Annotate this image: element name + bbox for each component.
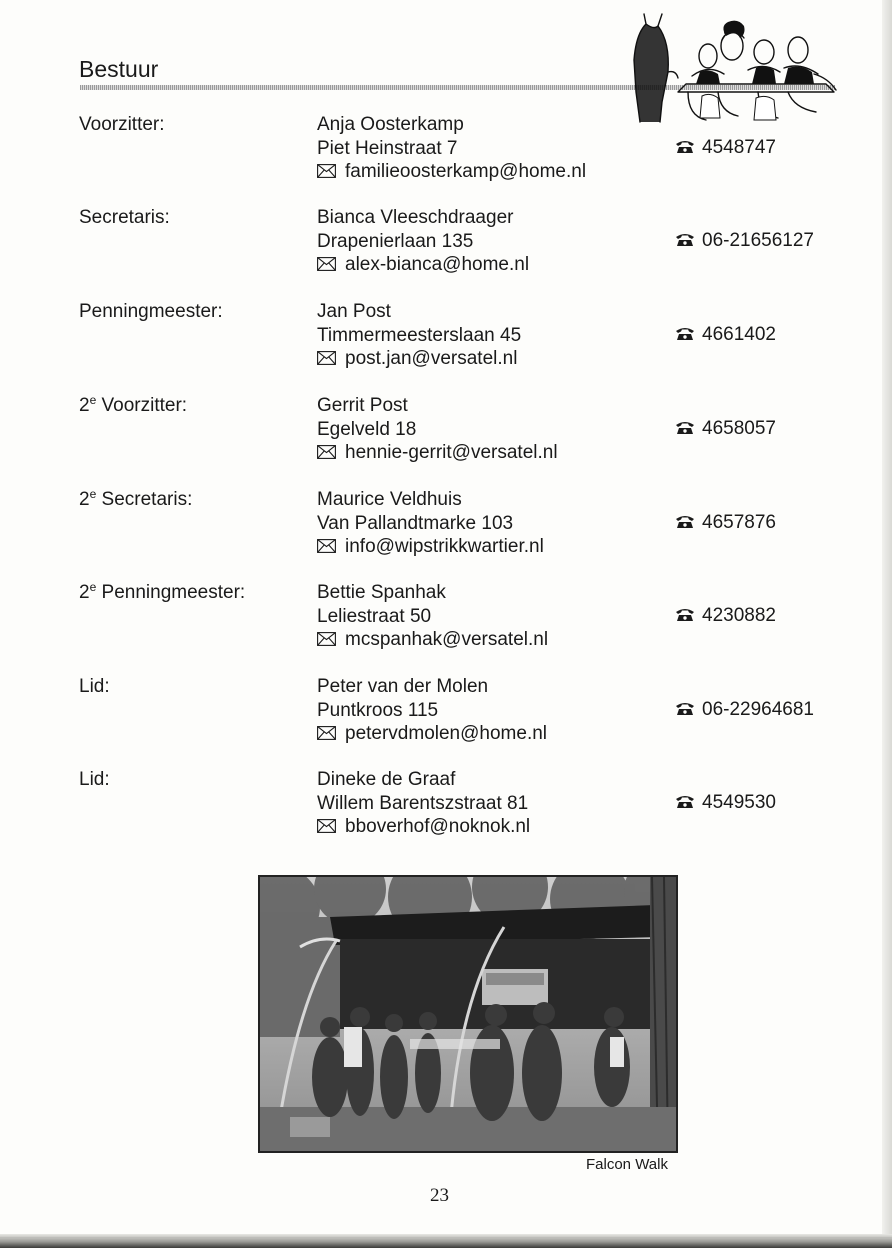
member-role: 2e Secretaris: bbox=[79, 487, 193, 510]
member-role: Lid: bbox=[79, 676, 110, 697]
member-address: Drapenierlaan 135 bbox=[317, 230, 474, 252]
member-email-line[interactable] bbox=[317, 815, 530, 839]
envelope-icon bbox=[317, 539, 336, 553]
member-name: Bettie Spanhak bbox=[317, 582, 446, 603]
member-name: Peter van der Molen bbox=[317, 676, 489, 697]
member-email[interactable]: petervdmolen@home.nl bbox=[345, 723, 548, 744]
board-member-lid bbox=[0, 675, 892, 755]
member-role: Penningmeester: bbox=[79, 301, 223, 322]
envelope-icon bbox=[317, 819, 336, 833]
photo-caption: Falcon Walk bbox=[586, 1156, 668, 1173]
event-photo bbox=[258, 875, 678, 1153]
member-phone: 4658057 bbox=[702, 418, 776, 439]
envelope-icon bbox=[317, 164, 336, 178]
member-role: Voorzitter: bbox=[79, 114, 165, 135]
meeting-cartoon bbox=[628, 12, 840, 124]
member-email[interactable]: familieoosterkamp@home.nl bbox=[345, 161, 587, 182]
member-role: 2e Penningmeester: bbox=[79, 580, 246, 603]
member-phone: 4657876 bbox=[702, 512, 776, 533]
member-phone-line bbox=[675, 136, 776, 159]
member-name: Jan Post bbox=[317, 301, 391, 322]
telephone-icon bbox=[675, 326, 695, 341]
board-member-2e-penningmeester bbox=[0, 581, 892, 661]
member-address: Puntkroos 115 bbox=[317, 699, 439, 721]
member-email-line[interactable] bbox=[317, 253, 529, 277]
telephone-icon bbox=[675, 794, 695, 809]
member-phone: 06-22964681 bbox=[702, 699, 814, 720]
member-name: Gerrit Post bbox=[317, 395, 408, 416]
member-phone-line bbox=[675, 417, 776, 440]
member-phone-line bbox=[675, 229, 814, 252]
telephone-icon bbox=[675, 139, 695, 154]
member-email[interactable]: info@wipstrikkwartier.nl bbox=[345, 536, 544, 557]
member-contact bbox=[317, 675, 547, 746]
member-contact bbox=[317, 206, 529, 277]
page-bottom-edge bbox=[0, 1234, 892, 1248]
envelope-icon bbox=[317, 351, 336, 365]
member-phone: 06-21656127 bbox=[702, 230, 814, 251]
member-name: Maurice Veldhuis bbox=[317, 489, 462, 510]
member-contact bbox=[317, 581, 548, 652]
member-role: 2e Voorzitter: bbox=[79, 393, 188, 416]
telephone-icon bbox=[675, 420, 695, 435]
member-address: Van Pallandtmarke 103 bbox=[317, 512, 514, 534]
member-email[interactable]: mcspanhak@versatel.nl bbox=[345, 629, 549, 650]
page-number: 23 bbox=[430, 1185, 449, 1206]
board-member-2e-secretaris bbox=[0, 488, 892, 568]
member-email[interactable]: alex-bianca@home.nl bbox=[345, 254, 530, 275]
member-phone-line bbox=[675, 511, 776, 534]
member-address: Piet Heinstraat 7 bbox=[317, 137, 458, 159]
member-phone-line bbox=[675, 323, 776, 346]
member-phone: 4549530 bbox=[702, 792, 776, 813]
member-contact bbox=[317, 768, 530, 839]
member-address: Egelveld 18 bbox=[317, 418, 417, 440]
member-email-line[interactable] bbox=[317, 160, 586, 184]
member-role: Secretaris: bbox=[79, 207, 170, 228]
telephone-icon bbox=[675, 701, 695, 716]
member-email-line[interactable] bbox=[317, 347, 521, 371]
section-title: Bestuur bbox=[79, 56, 159, 82]
member-email[interactable]: hennie-gerrit@versatel.nl bbox=[345, 442, 558, 463]
member-phone-line bbox=[675, 698, 814, 721]
member-contact bbox=[317, 300, 521, 371]
envelope-icon bbox=[317, 257, 336, 271]
member-phone-line bbox=[675, 791, 776, 814]
member-email-line[interactable] bbox=[317, 441, 558, 465]
envelope-icon bbox=[317, 632, 336, 646]
member-name: Anja Oosterkamp bbox=[317, 114, 464, 135]
board-member-penningmeester bbox=[0, 300, 892, 380]
member-email-line[interactable] bbox=[317, 535, 544, 559]
telephone-icon bbox=[675, 607, 695, 622]
member-phone: 4548747 bbox=[702, 137, 776, 158]
member-phone: 4661402 bbox=[702, 324, 776, 345]
telephone-icon bbox=[675, 514, 695, 529]
member-address: Willem Barentszstraat 81 bbox=[317, 792, 529, 814]
member-email[interactable]: bboverhof@noknok.nl bbox=[345, 816, 531, 837]
board-member-voorzitter bbox=[0, 113, 892, 193]
board-member-secretaris bbox=[0, 206, 892, 286]
member-contact bbox=[317, 113, 586, 184]
member-address: Timmermeesterslaan 45 bbox=[317, 324, 522, 346]
member-phone-line bbox=[675, 604, 776, 627]
member-email-line[interactable] bbox=[317, 628, 548, 652]
telephone-icon bbox=[675, 232, 695, 247]
member-email[interactable]: post.jan@versatel.nl bbox=[345, 348, 518, 369]
board-member-lid bbox=[0, 768, 892, 848]
member-contact bbox=[317, 488, 544, 559]
member-name: Dineke de Graaf bbox=[317, 769, 456, 790]
member-phone: 4230882 bbox=[702, 605, 776, 626]
member-contact bbox=[317, 394, 558, 465]
member-address: Leliestraat 50 bbox=[317, 605, 432, 627]
board-member-2e-voorzitter bbox=[0, 394, 892, 474]
envelope-icon bbox=[317, 445, 336, 459]
member-email-line[interactable] bbox=[317, 722, 547, 746]
member-role: Lid: bbox=[79, 769, 110, 790]
envelope-icon bbox=[317, 726, 336, 740]
member-name: Bianca Vleeschdraager bbox=[317, 207, 514, 228]
